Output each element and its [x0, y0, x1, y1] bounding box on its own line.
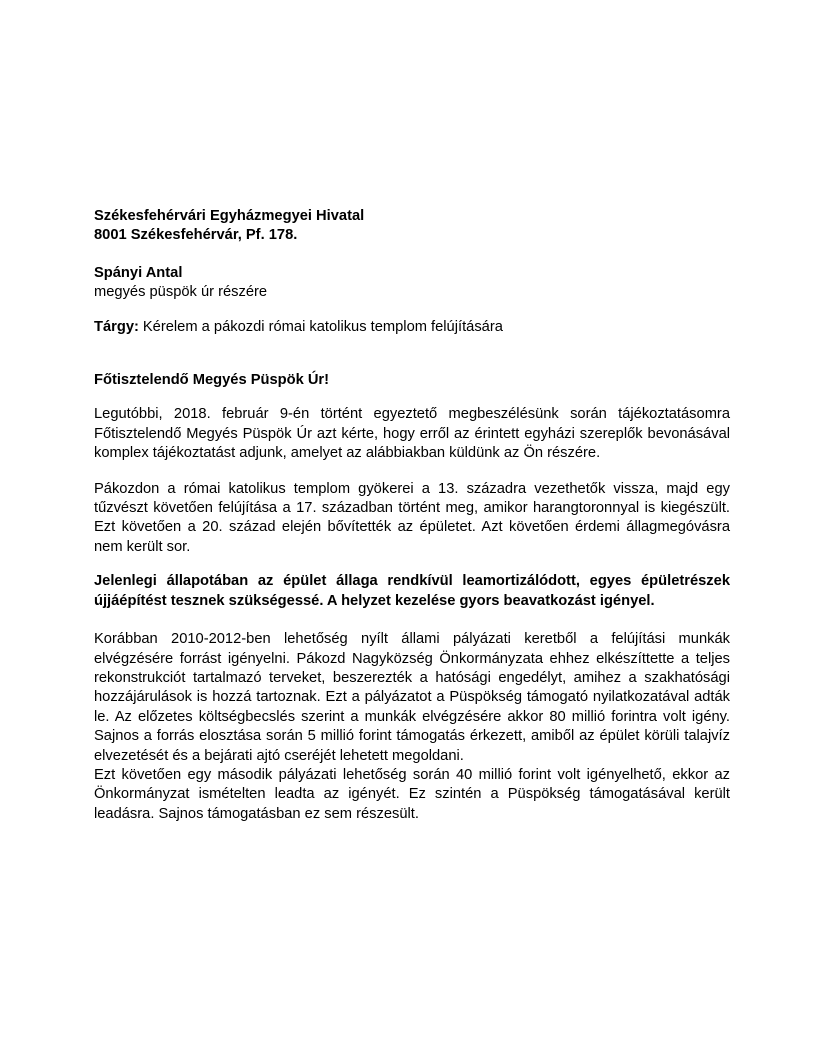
addressee-block [94, 264, 730, 303]
recipient-block [94, 207, 730, 246]
paragraph-intro: Legutóbbi, 2018. február 9-én történt egyeztető megbeszélésünk során tájékoztatásomra Főtisztelendő Megyés Püspök Úr azt kérte, hogy erről az érintett egyházi szereplők bevonásával komplex tájékoztatást adjunk, amelyet az alábbiakban küldünk az Ön részére. [94, 406, 730, 462]
addressee-role: megyés püspök úr részére [94, 284, 268, 301]
paragraph-funding-second: Ezt követően egy második pályázati lehetőség során 40 millió forint volt igényelhető, ekkor az Önkormányzat ismételten leadta az igényét. Ez szintén a Püspökség támogatásával került leadásra. Sajnos támogatásban ez sem részesült. [94, 766, 730, 822]
letter-content [94, 207, 730, 824]
paragraph-history: Pákozdon a római katolikus templom gyökerei a 13. századra vezethetők vissza, majd egy tűzvészt követően felújítása a 17. században történt meg, amikor harangtoronnyal is kiegészült. Ezt követően a 20. század elején bővítették az épületet. Azt követően érdemi állagmegóvásra nem került sor. [94, 480, 730, 555]
subject-line [94, 318, 730, 337]
subject-label: Tárgy: [94, 318, 139, 335]
addressee-name: Spányi Antal [94, 264, 183, 281]
recipient-address-line: 8001 Székesfehérvár, Pf. 178. [94, 227, 298, 244]
subject-text: Kérelem a pákozdi római katolikus templom felújítására [142, 318, 503, 335]
paragraph-condition-bold: Jelenlegi állapotában az épület állaga rendkívül leamortizálódott, egyes épületrészek újjáépítést tesznek szükségessé. A helyzet kezelése gyors beavatkozást igényel. [94, 573, 730, 609]
recipient-org-line: Székesfehérvári Egyházmegyei Hivatal [94, 208, 365, 224]
salutation: Főtisztelendő Megyés Püspök Úr! [94, 372, 330, 389]
paragraph-funding-first: Korábban 2010-2012-ben lehetőség nyílt állami pályázati keretből a felújítási munkák elvégzésére forrást igényelni. Pákozd Nagyközség Önkormányzata ehhez elkészíttette a teljes rekonstrukciót tartalmazó terveket, beszerezték a hatósági engedélyt, amihez a szakhatósági hozzájárulások is hozzá tartoznak. Ezt a pályázatot a Püspökség támogató nyilatkozatával adták le. Az előzetes költségbecslés szerint a munkák elvégzésére akkor 80 millió forintra volt igény. Sajnos a forrás elosztása során 5 millió forint támogatás érkezett, amiből az épület körüli talajvíz elvezetését és a bejárati ajtó cseréjét lehetett megoldani. [94, 631, 730, 764]
